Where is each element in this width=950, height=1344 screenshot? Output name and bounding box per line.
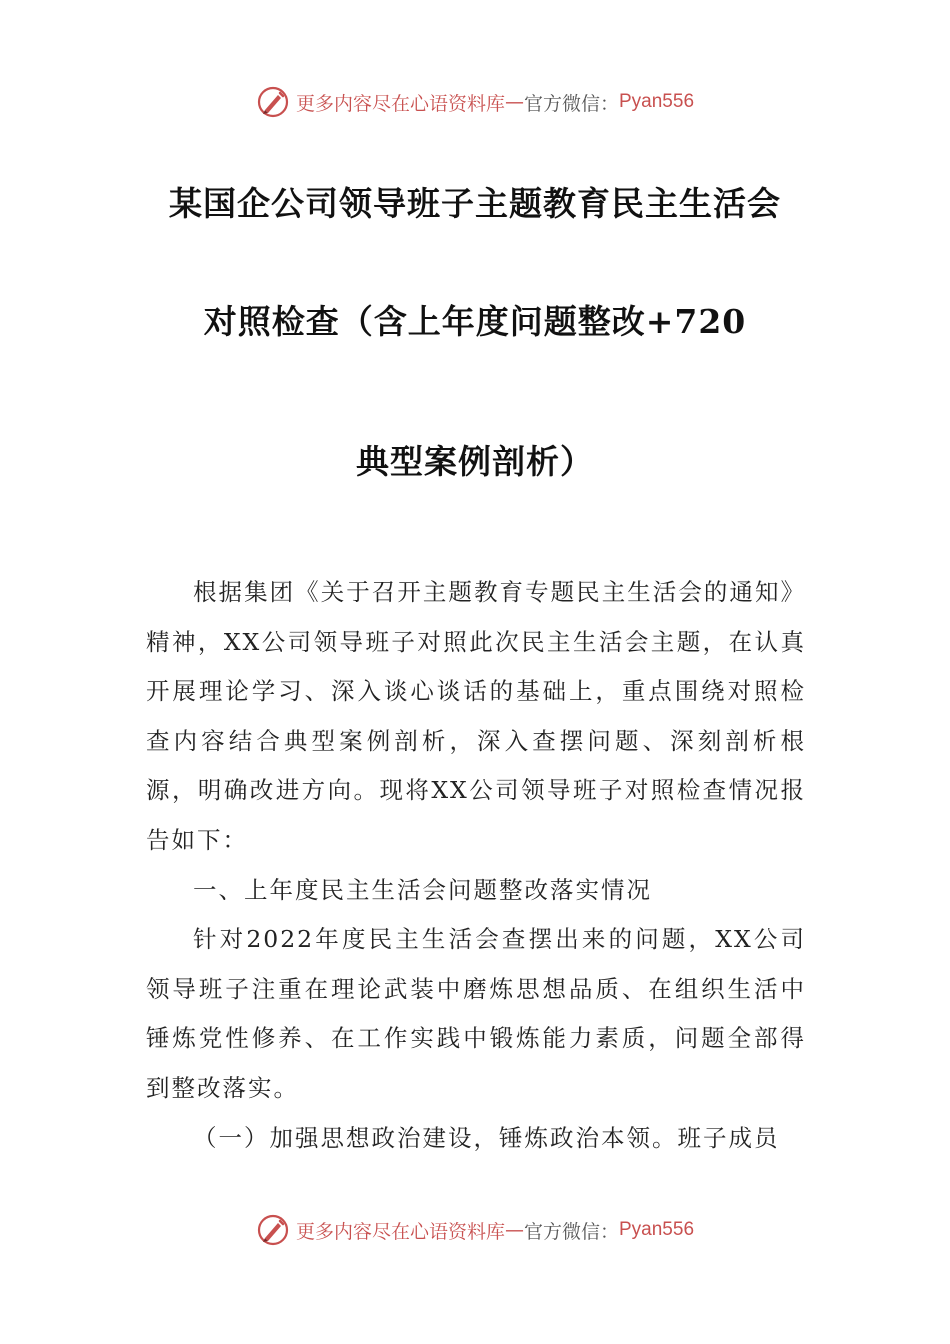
watermark-label: 官方微信： [523,1220,619,1243]
document-title-line-3: 典型案例剖析） [356,442,594,481]
watermark-dash: — [504,91,524,113]
watermark-label: 官方微信： [523,92,619,115]
paragraph-intro: 根据集团《关于召开主题教育专题民主生活会的通知》精神，XX公司领导班子对照此次民主生活会主题，在认真开展理论学习、深入谈心谈话的基础上，重点围绕对照检查内容结合典型案例剖析，深入查摆问题、深刻剖析根源，明确改进方向。现将XX公司领导班子对照检查情况报告如下： [146,578,806,854]
document-body [146,568,806,1163]
pen-logo-icon [256,1213,290,1247]
paragraph-section-1: 针对2022年度民主生活会查摆出来的问题，XX公司领导班子注重在理论武装中磨炼思想品质、在组织生活中锤炼党性修养、在工作实践中锻炼能力素质，问题全部得到整改落实。 [146,925,806,1102]
watermark-wechat-id: Pyan556 [619,1219,695,1240]
watermark-site-text: 更多内容尽在心语资料库 [295,92,505,115]
pen-logo-icon [256,85,290,119]
watermark-dash: — [504,1219,524,1241]
footer-watermark [0,1210,950,1250]
section-heading-1: 一、上年度民主生活会问题整改落实情况 [193,875,652,904]
watermark-site-text: 更多内容尽在心语资料库 [295,1220,505,1243]
document-title-line-1: 某国企公司领导班子主题教育民主生活会 [169,184,781,223]
subsection-heading-1: （一）加强思想政治建设，锤炼政治本领。班子成员 [193,1123,780,1152]
header-watermark [0,82,950,122]
document-title-line-2: 对照检查（含上年度问题整改+720 [203,302,747,341]
watermark-wechat-id: Pyan556 [619,91,695,112]
